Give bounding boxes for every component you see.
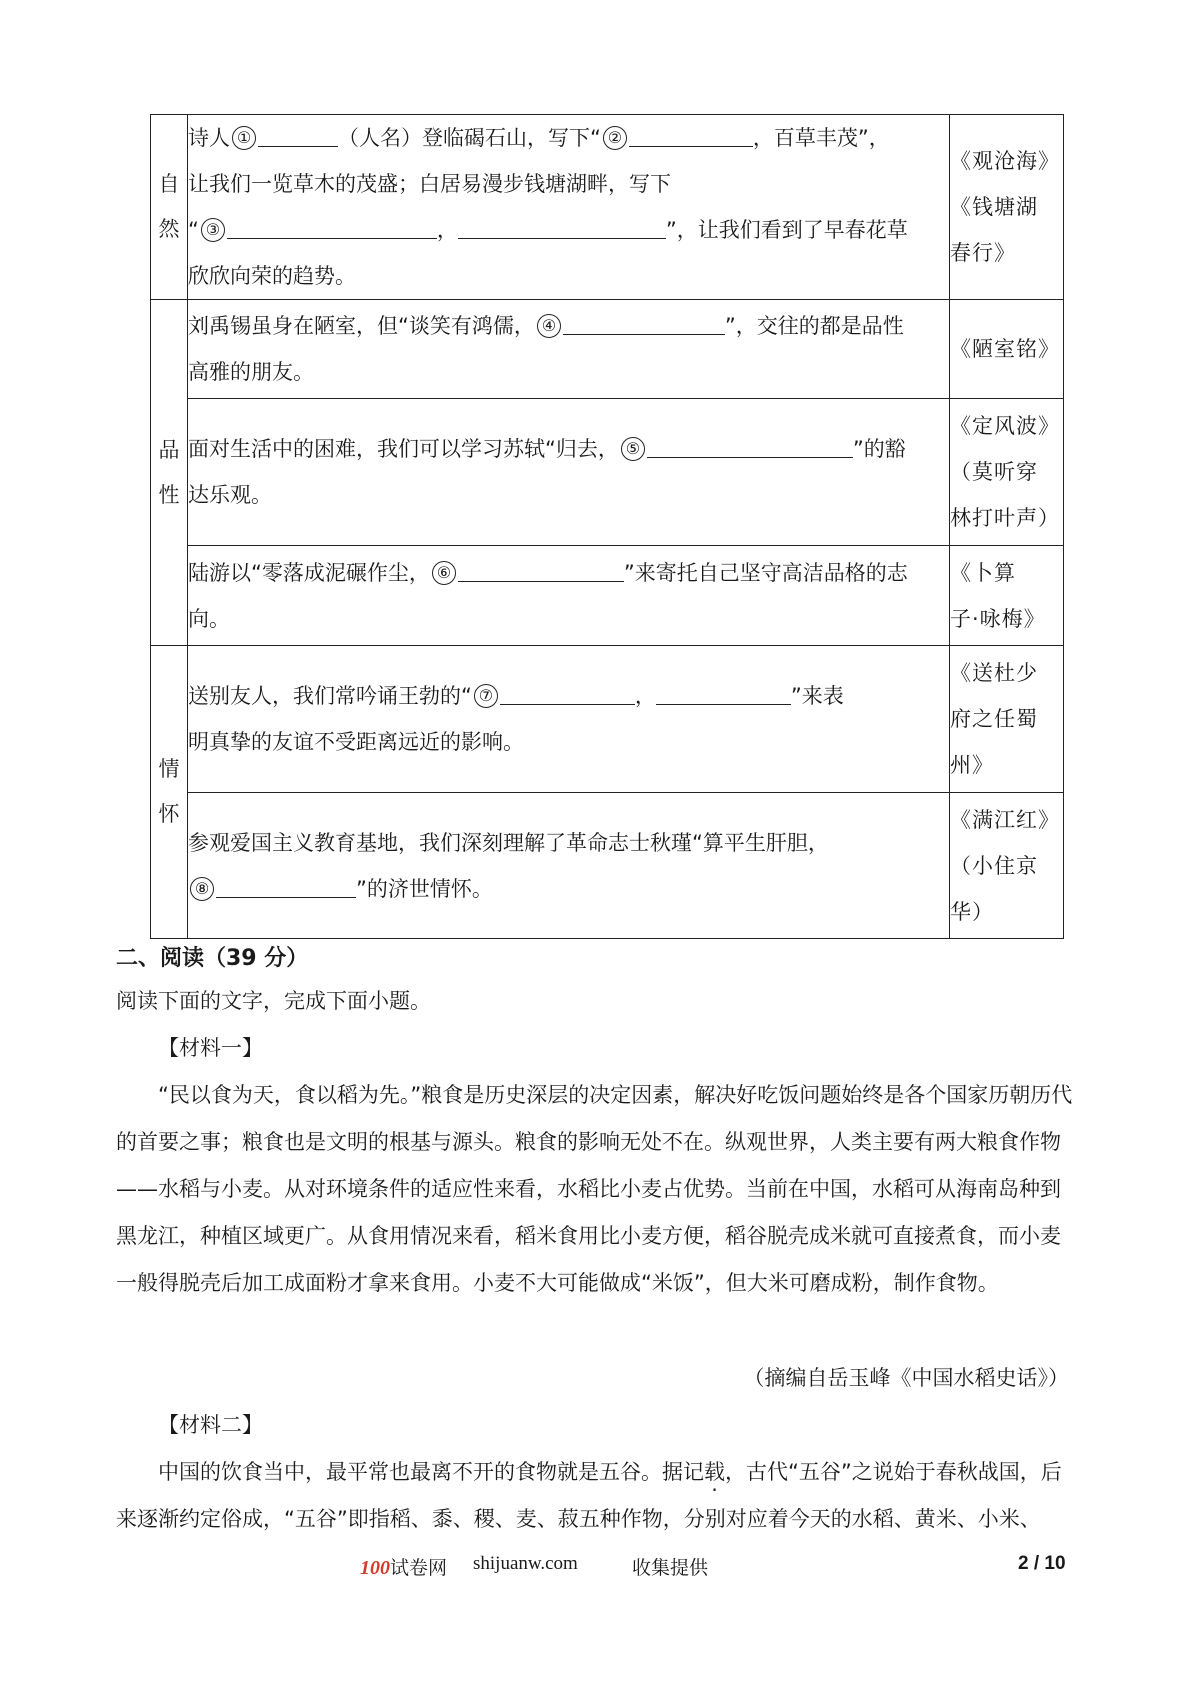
- fill-blank-4[interactable]: [563, 310, 725, 335]
- footer-provider: 收集提供: [632, 1558, 709, 1579]
- material-2-text: 中国的饮食当中，最平常也最离不开的食物就是五谷。据记载，古代“五谷”之说始于春秋战国，后来逐渐约定俗成，“五谷”即指稻、黍、稷、麦、菽五种作物，分别对应着今天的水稻、黄米、小米、: [116, 1460, 1062, 1531]
- fill-blank-3b[interactable]: [458, 214, 666, 239]
- section-title: 二、阅读（39 分）: [116, 946, 309, 971]
- material-1-text: “民以食为天，食以稻为先。”粮食是历史深层的决定因素，解决好吃饭问题始终是各个国家历朝历代的首要之事；粮食也是文明的根基与源头。粮食的影响无处不在。纵观世界，人类主要有两大粮食作物——水稻与小麦。从对环境条件的适应性来看，水稻比小麦占优势。当前在中国，水稻可从海南岛种到黑龙江，种植区域更广。从食用情况来看，稻米食用比小麦方便，稻谷脱壳成米就可直接煮食，而小麦一般得脱壳后加工成面粉才拿来食用。小麦不大可能做成“米饭”，但大米可磨成粉，制作食物。: [116, 1083, 1073, 1295]
- fill-blank-7b[interactable]: [656, 680, 791, 705]
- blank-number-4: ④: [537, 314, 561, 338]
- fill-blank-8[interactable]: [216, 873, 356, 898]
- table-row-sentiment-1: [151, 646, 1064, 793]
- blank-number-2: ②: [603, 126, 627, 150]
- fill-blank-5[interactable]: [647, 433, 853, 458]
- blank-number-8: ⑧: [190, 877, 214, 901]
- fill-blank-7a[interactable]: [500, 680, 635, 705]
- blank-number-3: ③: [201, 218, 225, 242]
- material-1-source: （摘编自岳玉峰《中国水稻史话》）: [743, 1366, 1069, 1390]
- blank-number-7: ⑦: [474, 684, 498, 708]
- logo-mark: 100: [360, 1557, 390, 1579]
- fill-blank-1[interactable]: [258, 122, 338, 147]
- blank-number-1: ①: [232, 126, 256, 150]
- desc-line: “ ③ ， ”，让我们看到了早春花草: [188, 207, 949, 253]
- desc-line: 向。: [188, 606, 230, 631]
- table-row-character-2: [151, 399, 1064, 546]
- material-2-label: 【材料二】: [158, 1413, 263, 1437]
- table-row-nature: [151, 115, 1064, 300]
- source-cell: 《定风波》 （莫听穿 林打叶声）: [950, 399, 1064, 546]
- desc-line: 诗人 ① （人名）登临碣石山，写下“ ② ，百草丰茂”，: [188, 115, 949, 161]
- desc-line: 面对生活中的困难，我们可以学习苏轼“归去， ⑤ ”的豁: [188, 426, 949, 472]
- description-cell: [188, 300, 950, 399]
- desc-line: 刘禹锡虽身在陋室，但“谈笑有鸿儒， ④ ”，交往的都是品性: [188, 303, 949, 349]
- footer-site[interactable]: shijuanw.com: [473, 1553, 578, 1574]
- table-row-character-1: [151, 300, 1064, 399]
- source-cell: 《卜算 子·咏梅》: [950, 546, 1064, 646]
- description-cell: [188, 646, 950, 793]
- desc-line: 参观爱国主义教育基地，我们深刻理解了革命志士秋瑾“算平生肝胆，: [188, 830, 829, 855]
- description-cell: [188, 793, 950, 939]
- description-cell: [188, 546, 950, 646]
- instruction-text: 阅读下面的文字，完成下面小题。: [116, 989, 431, 1013]
- desc-line: 明真挚的友谊不受距离远近的影响。: [188, 730, 524, 754]
- material-1-label: 【材料一】: [158, 1036, 263, 1060]
- category-cell-sentiment: 情 怀: [151, 646, 188, 939]
- source-cell: 《满江红》 （小住京 华）: [950, 793, 1064, 939]
- desc-line: 让我们一览草木的茂盛；白居易漫步钱塘湖畔，写下: [188, 172, 671, 196]
- category-cell-nature: 自 然: [151, 115, 188, 300]
- fill-blank-2[interactable]: [629, 122, 753, 147]
- table-row-character-3: [151, 546, 1064, 646]
- source-cell: 《送杜少 府之任蜀 州》: [950, 646, 1064, 793]
- source-cell: 《陋室铭》: [950, 300, 1064, 399]
- blank-number-6: ⑥: [432, 561, 456, 585]
- desc-line: 高雅的朋友。: [188, 360, 314, 384]
- fill-blank-3a[interactable]: [227, 214, 437, 239]
- fill-blank-6[interactable]: [458, 557, 624, 582]
- emphasis-dotted-text: 据记载: [662, 1460, 725, 1484]
- blank-number-5: ⑤: [621, 437, 645, 461]
- description-cell: [188, 115, 950, 300]
- page-number: 2 / 10: [1018, 1553, 1066, 1574]
- source-cell: 《观沧海》 《钱塘湖 春行》: [950, 115, 1064, 300]
- desc-line: 欣欣向荣的趋势。: [188, 264, 356, 288]
- poem-fill-table: [150, 114, 1064, 939]
- table-row-sentiment-2: [151, 793, 1064, 939]
- desc-line: 达乐观。: [188, 483, 272, 507]
- logo-text: 试卷网: [390, 1558, 448, 1579]
- desc-line: 陆游以“零落成泥碾作尘， ⑥ ”来寄托自己坚守高洁品格的志: [188, 550, 949, 596]
- desc-line: ⑧ ”的济世情怀。: [188, 866, 949, 912]
- category-cell-character: 品 性: [151, 300, 188, 646]
- desc-line: 送别友人，我们常吟诵王勃的“ ⑦ ， ”来表: [188, 673, 949, 719]
- footer-logo: [360, 1553, 447, 1580]
- description-cell: [188, 399, 950, 546]
